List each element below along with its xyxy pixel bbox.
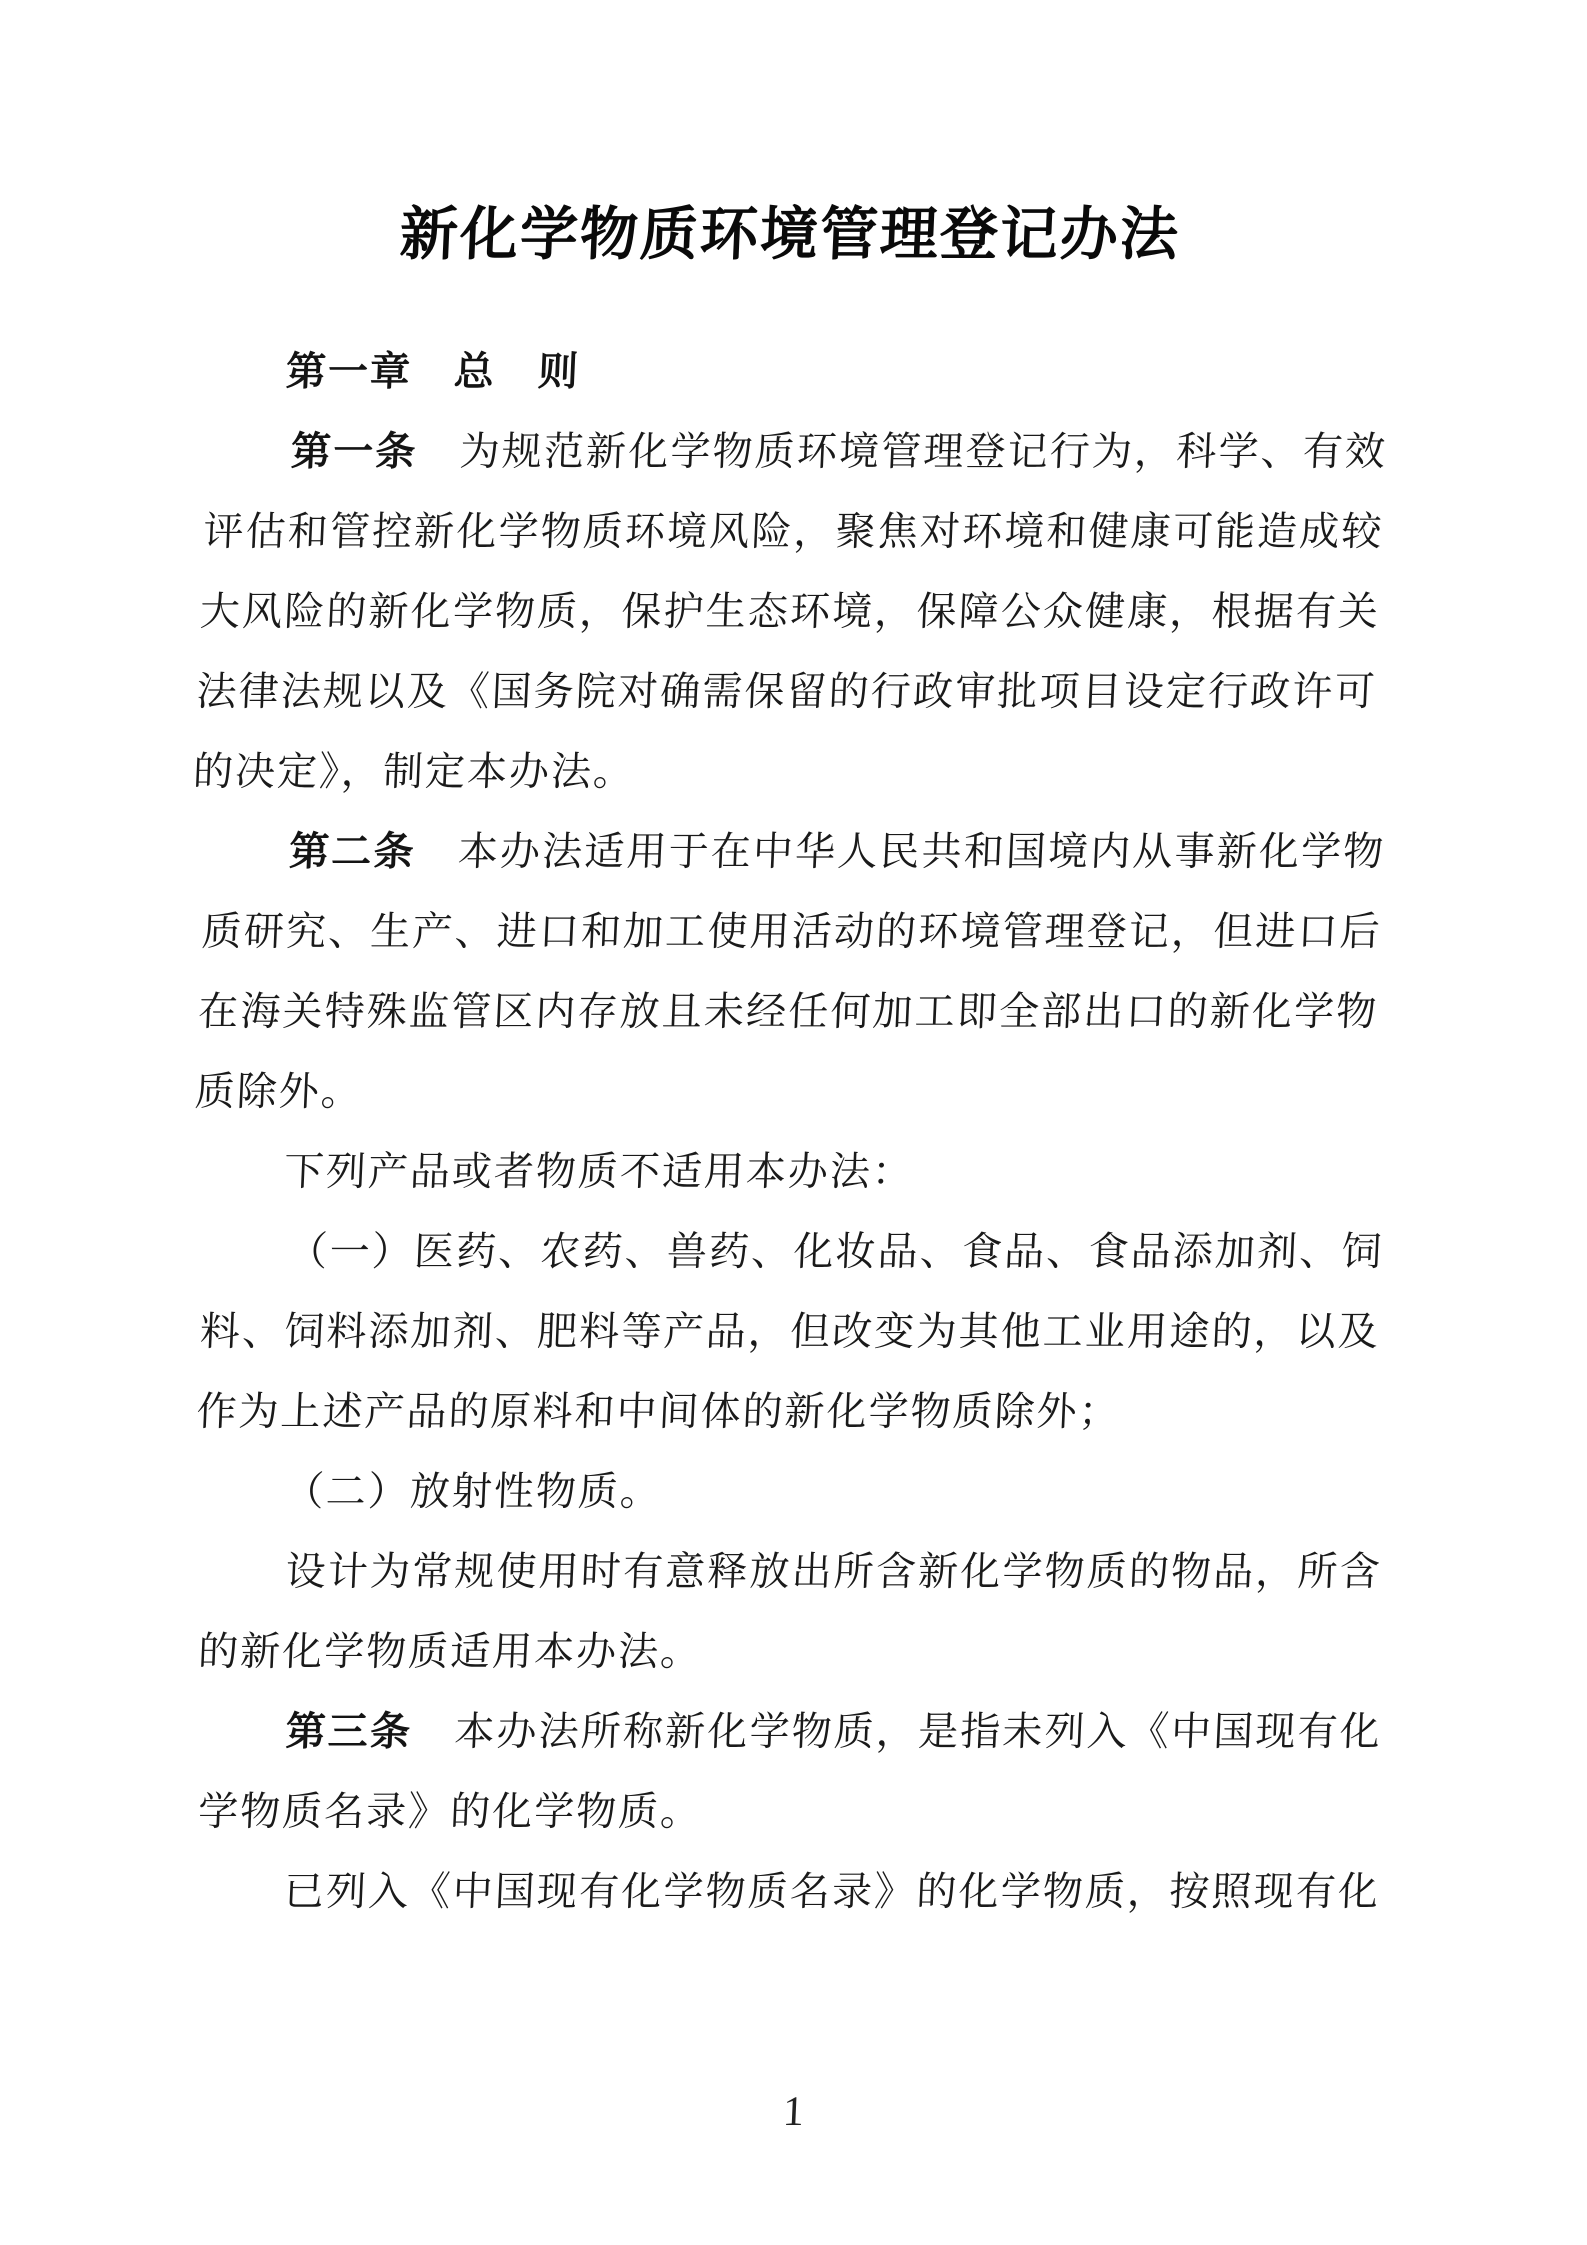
document-title: 新化学物质环境管理登记办法	[398, 202, 1182, 267]
paragraph-exclusion-intro: 下列产品或者物质不适用本办法：	[283, 1149, 916, 1194]
document-body	[192, 412, 1389, 1932]
paragraph-listed-substances: 已列入《中国现有化学物质名录》的化学物质，按照现有化	[283, 1869, 1382, 1914]
article-1-text: 为规范新化学物质环境管理登记行为，科学、有效评估和管控新化学物质环境风险，聚焦对环境和健康可能造成较大风险的新化学物质，保护生态环境，保障公众健康，根据有关法律法规以及《国务院对确需保留的行政审批项目设定行政许可的决定》，制定本办法。	[192, 429, 1389, 794]
paragraph-article-3	[197, 1692, 1384, 1852]
paragraph-exclusion-item-1: （一）医药、农药、兽药、化妆品、食品、食品添加剂、饲料、饲料添加剂、肥料等产品，但改变为其他工业用途的，以及作为上述产品的原料和中间体的新化学物质除外；	[195, 1229, 1385, 1434]
article-3-label: 第三条	[284, 1710, 414, 1754]
article-3-text: 本办法所称新化学物质，是指未列入《中国现有化学物质名录》的化学物质。	[197, 1709, 1383, 1834]
document-content	[192, 195, 1389, 1932]
article-2-label: 第二条	[288, 830, 417, 874]
chapter-heading: 第一章 总 则	[285, 350, 581, 394]
paragraph-intentional-release: 设计为常规使用时有意释放出所含新化学物质的物品，所含的新化学物质适用本办法。	[197, 1549, 1383, 1674]
paragraph-article-2	[193, 812, 1387, 1132]
article-1-label: 第一条	[290, 430, 419, 474]
page-number: 1	[781, 2089, 806, 2135]
paragraph-exclusion-item-2: （二）放射性物质。	[283, 1469, 664, 1514]
paragraph-article-1	[191, 412, 1388, 812]
article-2-text: 本办法适用于在中华人民共和国境内从事新化学物质研究、生产、进口和加工使用活动的环境管理登记，但进口后在海关特殊监管区内存放且未经任何加工即全部出口的新化学物质除外。	[193, 829, 1387, 1114]
